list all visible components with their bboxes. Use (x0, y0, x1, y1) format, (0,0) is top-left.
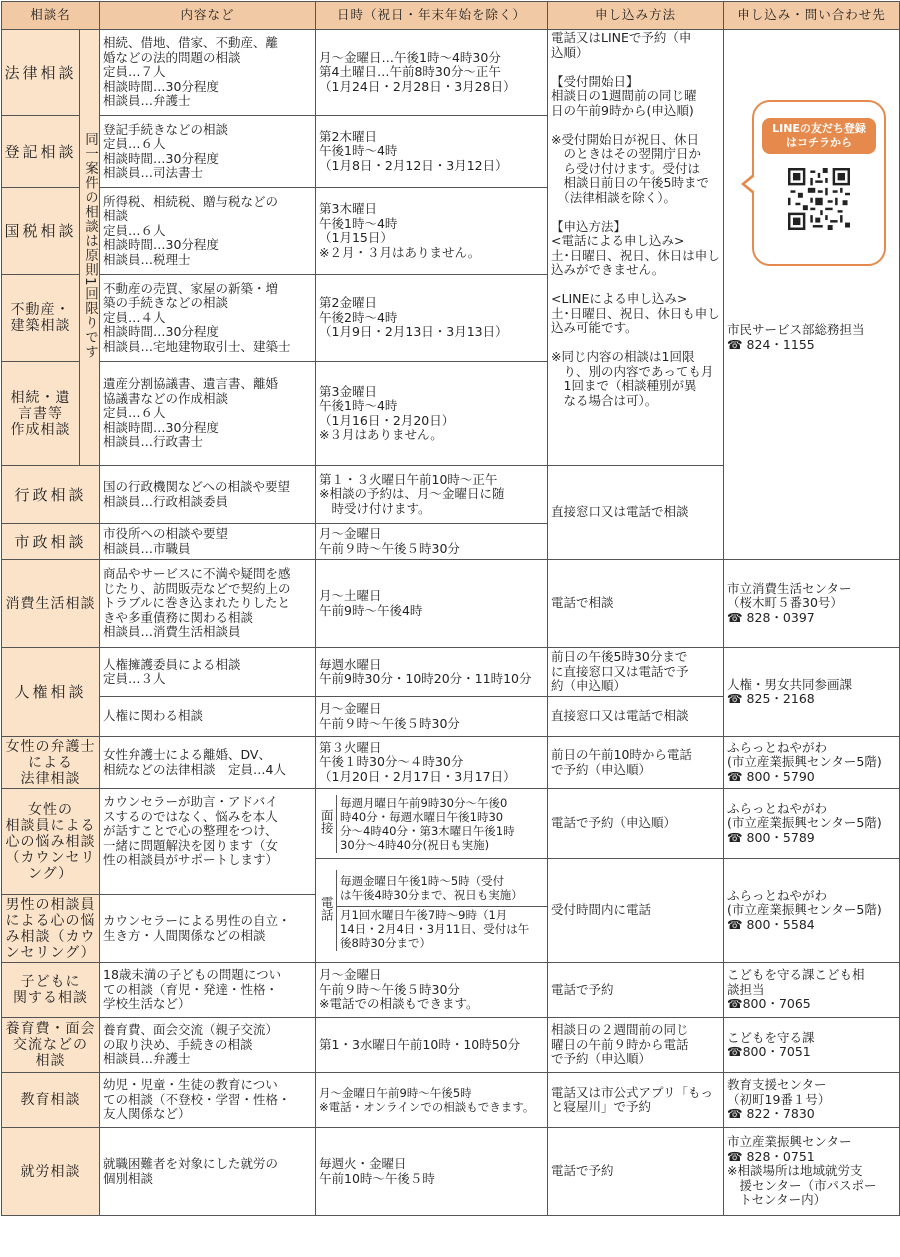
header-name: 相談名 (2, 2, 100, 30)
row-method-employment: 電話で予約 (548, 1128, 724, 1216)
row-contact-women-lawyer: ふらっとねやがわ (市立産業振興センター5階) ☎ 800・5790 (724, 737, 900, 789)
row-content-legal: 相続、借地、借家、不動産、離 婚などの法的問題の相談 定員…７人 相談時間…30分程度 相談員…弁護士 (100, 30, 316, 116)
phone-label: 電話 (316, 870, 337, 951)
row-schedule-realestate: 第2金曜日 午後2時～4時 （1月9日・2月13日・3月13日） (316, 275, 548, 362)
row-content-admin: 国の行政機関などへの相談や要望 相談員…行政相談委員 (100, 466, 316, 524)
header-contact: 申し込み・問い合わせ先 (724, 2, 900, 30)
row-schedule-legal: 月～金曜日…午後1時～4時30分 第4土曜日…午前8時30分～正午 （1月24日・2月28日・3月28日） (316, 30, 548, 116)
line-register-badge[interactable]: LINEの友だち登録 はコチラから (762, 118, 876, 154)
row-name-registration: 登記相談 (2, 116, 80, 188)
row-method-women-face: 電話で予約（申込順） (548, 789, 724, 859)
row-schedule-men: 月1回水曜日午後7時～9時（1月 14日・2月4日・3月11日、受付は午 後8時30分まで） (340, 907, 530, 950)
table-row (2, 1073, 900, 1128)
row-name-admin: 行政相談 (2, 466, 100, 524)
phone-schedule-block (316, 859, 548, 963)
shared-contact: 市民サービス部総務担当 ☎ 824・1155 (727, 322, 865, 352)
row-content-inheritance: 遺産分割協議書、遺言書、離婚 協議書などの作成相談 定員…６人 相談時間…30分程度 相談員…行政書士 (100, 362, 316, 466)
row-content-consumer: 商品やサービスに不満や疑問を感 じたり、訪問販売などで契約上の トラブルに巻き込まれたりしたと きや多重債務に関わる相談 相談員…消費生活相談員 (100, 560, 316, 648)
row-method-human-rights-1: 前日の午後5時30分まで に直接窓口又は電話で予 約（申込順） (548, 648, 724, 697)
row-content-human-rights-1: 人権擁護委員による相談 定員…３人 (100, 648, 316, 697)
row-schedule-admin: 第１・３火曜日午前10時～正午 ※相談の予約は、月～金曜日に随 時受け付けます。 (316, 466, 548, 524)
header-method: 申し込み方法 (548, 2, 724, 30)
qr-code-icon[interactable] (788, 168, 850, 230)
table-row (2, 30, 900, 116)
row-content-human-rights-2: 人権に関わる相談 (100, 697, 316, 737)
table-row (2, 648, 900, 697)
row-method-education: 電話又は市公式アプリ「もっ と寝屋川」で予約 (548, 1073, 724, 1128)
same-case-note: 同一案件の相談は原則1回限りです (80, 30, 100, 466)
row-content-tax: 所得税、相続税、贈与税などの 相談 定員…６人 相談時間…30分程度 相談員…税理士 (100, 188, 316, 275)
face-label: 面接 (316, 795, 337, 853)
row-content-children: 18歳未満の子どもの問題につい ての相談（育児・発達・性格・ 学校生活など） (100, 963, 316, 1018)
row-name-legal: 法律相談 (2, 30, 80, 116)
row-name-men-counsel: 男性の相談員 による心の悩 み相談（カウ ンセリング） (2, 895, 100, 963)
legal-group-method: 電話又はLINEで予約（申 込順） 【受付開始日】 相談日の1週間前の同じ曜 日の午前9時から(申込順) ※受付開始日が祝日、休日 のときはその翌開庁日か ら受け付けます。受付は 相談日前日の午後5時まで （法律相談を除く）。 【申込方法】 <電話による申し込み> 土･日曜日、祝日、休日は申し 込みができません。 <LINEによる申し込み> 土･日曜日、祝日、休日も申し 込み可能です。 ※同じ内容の相談は1回限 り、別の内容であっても月 1回まで（相談種別が異 なる場合は可）。 (548, 30, 724, 466)
row-schedule-city: 月～金曜日 午前９時～午後５時30分 (316, 524, 548, 560)
row-method-child-support: 相談日の２週間前の同じ 曜日の午前９時から電話 で予約（申込順） (548, 1018, 724, 1073)
row-content-child-support: 養育費、面会交流（親子交流） の取り決め、手続きの相談 相談員…弁護士 (100, 1018, 316, 1073)
row-schedule-registration: 第2木曜日 午後1時～4時 （1月8日・2月12日・3月12日） (316, 116, 548, 188)
header-row (2, 2, 900, 30)
admin-method: 直接窓口又は電話で相談 (548, 466, 724, 560)
row-content-men-counsel: カウンセラーによる男性の自立・ 生き方・人間関係などの相談 (100, 895, 316, 963)
header-content: 内容など (100, 2, 316, 30)
row-name-city: 市政相談 (2, 524, 100, 560)
row-schedule-employment: 毎週火・金曜日 午前10時～午後５時 (316, 1128, 548, 1216)
row-schedule-inheritance: 第3金曜日 午後1時～4時 （1月16日・2月20日） ※３月はありません。 (316, 362, 548, 466)
table-row (2, 1128, 900, 1216)
shared-contact-cell (724, 30, 900, 560)
row-schedule-women-lawyer: 第３火曜日 午後１時30分～４時30分 （1月20日・2月17日・3月17日） (316, 737, 548, 789)
row-contact-education: 教育支援センター （初町19番１号） ☎ 822・7830 (724, 1073, 900, 1128)
row-name-children: 子どもに 関する相談 (2, 963, 100, 1018)
row-content-education: 幼児・児童・生徒の教育につい ての相談（不登校・学習・性格・ 友人関係など） (100, 1073, 316, 1128)
row-contact-men: ふらっとねやがわ (市立産業振興センター5階) ☎ 800・5584 (724, 859, 900, 963)
row-name-tax: 国税相談 (2, 188, 80, 275)
row-contact-employment: 市立産業振興センター ☎ 828・0751 ※相談場所は地域就労支 援センター（市パスポー トセンター内） (724, 1128, 900, 1216)
row-name-women-counsel: 女性の 相談員による 心の悩み相談 （カウンセリ ング） (2, 789, 100, 895)
row-name-child-support: 養育費・面会 交流などの 相談 (2, 1018, 100, 1073)
row-schedule-child-support: 第1・3水曜日午前10時・10時50分 (316, 1018, 548, 1073)
table-row (2, 560, 900, 648)
row-name-employment: 就労相談 (2, 1128, 100, 1216)
row-method-consumer: 電話で相談 (548, 560, 724, 648)
row-name-inheritance: 相続・遺 言書等 作成相談 (2, 362, 80, 466)
row-schedule-education: 月～金曜日午前9時～午後5時 ※電話・オンラインでの相談もできます。 (316, 1073, 548, 1128)
row-content-city: 市役所への相談や要望 相談員…市職員 (100, 524, 316, 560)
row-contact-consumer: 市立消費生活センター （桜木町５番30号） ☎ 828・0397 (724, 560, 900, 648)
row-schedule-human-rights-1: 毎週水曜日 午前9時30分・10時20分・11時10分 (316, 648, 548, 697)
row-content-employment: 就職困難者を対象にした就労の 個別相談 (100, 1128, 316, 1216)
row-method-human-rights-2: 直接窓口又は電話で相談 (548, 697, 724, 737)
row-method-women-lawyer: 前日の午前10時から電話 で予約（申込順） (548, 737, 724, 789)
row-name-women-lawyer: 女性の弁護士 による 法律相談 (2, 737, 100, 789)
row-content-realestate: 不動産の売買、家屋の新築・増 築の手続きなどの相談 定員…４人 相談時間…30分程度 相談員…宅地建物取引士、建築士 (100, 275, 316, 362)
row-name-human-rights: 人権相談 (2, 648, 100, 737)
consultation-table (1, 1, 900, 1216)
table-row (2, 1018, 900, 1073)
row-contact-child-support: こどもを守る課 ☎800・7051 (724, 1018, 900, 1073)
row-content-registration: 登記手続きなどの相談 定員…６人 相談時間…30分程度 相談員…司法書士 (100, 116, 316, 188)
row-name-education: 教育相談 (2, 1073, 100, 1128)
row-contact-human-rights: 人権・男女共同参画課 ☎ 825・2168 (724, 648, 900, 737)
row-schedule-children: 月～金曜日 午前９時～午後５時30分 ※電話での相談もできます。 (316, 963, 548, 1018)
row-method-phone: 受付時間内に電話 (548, 859, 724, 963)
row-content-women-lawyer: 女性弁護士による離婚、DV、 相続などの法律相談 定員…4人 (100, 737, 316, 789)
table-row (2, 963, 900, 1018)
table-row (2, 789, 900, 859)
row-schedule-human-rights-2: 月～金曜日 午前９時～午後５時30分 (316, 697, 548, 737)
row-contact-children: こどもを守る課こども相 談担当 ☎800・7065 (724, 963, 900, 1018)
header-schedule: 日時（祝日・年末年始を除く） (316, 2, 548, 30)
row-method-children: 電話で予約 (548, 963, 724, 1018)
row-contact-women-counsel: ふらっとねやがわ (市立産業振興センター5階) ☎ 800・5789 (724, 789, 900, 859)
row-schedule-women-phone: 毎週金曜日午後1時～5時（受付 は午後4時30分まで、祝日も実施） (337, 870, 548, 906)
table-row (2, 737, 900, 789)
line-friend-card[interactable] (752, 100, 886, 266)
row-schedule-tax: 第3木曜日 午後1時～4時 （1月15日） ※２月・３月はありません。 (316, 188, 548, 275)
row-name-consumer: 消費生活相談 (2, 560, 100, 648)
row-schedule-consumer: 月～土曜日 午前9時～午後4時 (316, 560, 548, 648)
row-content-women-counsel: カウンセラーが助言・アドバイ スするのではなく、悩みを本人 が話すことで心の整理をつけ、 一緒に問題解決を図ります（女 性の相談員がサポートします） (100, 789, 316, 895)
row-name-realestate: 不動産・ 建築相談 (2, 275, 80, 362)
row-schedule-women-face: 面接 毎週月曜日午前9時30分～午後0 時40分・毎週水曜日午後1時30 分～4時40分・第3木曜日午後1時 30分～4時40分(祝日も実施) (316, 789, 548, 859)
